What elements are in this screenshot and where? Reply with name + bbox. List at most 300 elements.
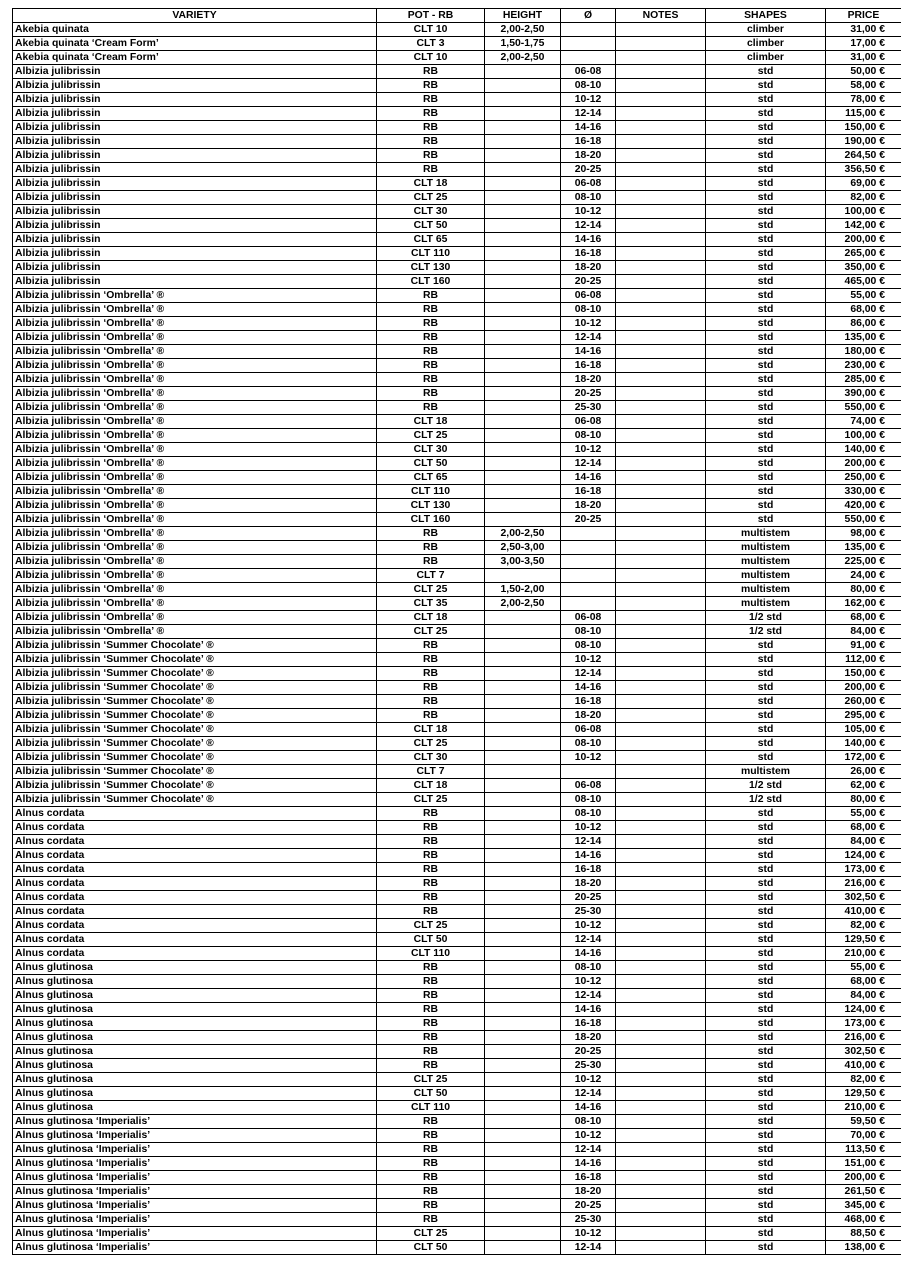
cell-notes <box>616 1171 706 1185</box>
table-row <box>13 793 901 807</box>
cell-diameter: 16-18 <box>561 1171 616 1185</box>
cell-diameter <box>561 569 616 583</box>
cell-variety: Albizia julibrissin ‘Ombrella’ ® <box>13 303 377 317</box>
cell-price: 124,00 € <box>826 849 901 863</box>
cell-notes <box>616 919 706 933</box>
cell-diameter: 08-10 <box>561 793 616 807</box>
cell-variety: Alnus cordata <box>13 877 377 891</box>
cell-variety: Albizia julibrissin <box>13 233 377 247</box>
cell-diameter: 25-30 <box>561 1059 616 1073</box>
cell-height <box>485 303 561 317</box>
cell-price: 345,00 € <box>826 1199 901 1213</box>
cell-diameter: 06-08 <box>561 177 616 191</box>
cell-pot: CLT 10 <box>377 51 485 65</box>
cell-shapes: std <box>706 947 826 961</box>
cell-height <box>485 625 561 639</box>
cell-notes <box>616 1017 706 1031</box>
table-row <box>13 625 901 639</box>
cell-pot: CLT 160 <box>377 513 485 527</box>
cell-diameter: 10-12 <box>561 205 616 219</box>
cell-shapes: std <box>706 317 826 331</box>
cell-variety: Alnus glutinosa <box>13 1073 377 1087</box>
cell-height <box>485 1087 561 1101</box>
cell-variety: Alnus glutinosa <box>13 1045 377 1059</box>
cell-notes <box>616 163 706 177</box>
cell-variety: Alnus glutinosa ‘Imperialis’ <box>13 1185 377 1199</box>
cell-pot: RB <box>377 163 485 177</box>
table-row <box>13 1227 901 1241</box>
cell-height <box>485 1101 561 1115</box>
cell-diameter <box>561 541 616 555</box>
cell-shapes: std <box>706 275 826 289</box>
cell-notes <box>616 765 706 779</box>
cell-variety: Albizia julibrissin <box>13 163 377 177</box>
cell-price: 105,00 € <box>826 723 901 737</box>
cell-shapes: std <box>706 1199 826 1213</box>
cell-notes <box>616 863 706 877</box>
cell-pot: CLT 65 <box>377 233 485 247</box>
table-row <box>13 373 901 387</box>
cell-variety: Alnus glutinosa ‘Imperialis’ <box>13 1129 377 1143</box>
cell-notes <box>616 135 706 149</box>
cell-shapes: std <box>706 359 826 373</box>
cell-notes <box>616 709 706 723</box>
table-row <box>13 891 901 905</box>
cell-variety: Albizia julibrissin ‘Ombrella’ ® <box>13 555 377 569</box>
cell-height <box>485 653 561 667</box>
cell-height <box>485 261 561 275</box>
cell-price: 420,00 € <box>826 499 901 513</box>
cell-shapes: multistem <box>706 583 826 597</box>
cell-diameter <box>561 23 616 37</box>
cell-notes <box>616 79 706 93</box>
cell-price: 210,00 € <box>826 947 901 961</box>
cell-variety: Albizia julibrissin <box>13 135 377 149</box>
table-row <box>13 331 901 345</box>
cell-variety: Alnus glutinosa ‘Imperialis’ <box>13 1227 377 1241</box>
cell-shapes: 1/2 std <box>706 625 826 639</box>
cell-shapes: std <box>706 79 826 93</box>
cell-pot: RB <box>377 1171 485 1185</box>
cell-variety: Albizia julibrissin ‘Ombrella’ ® <box>13 317 377 331</box>
cell-height <box>485 891 561 905</box>
cell-diameter: 08-10 <box>561 639 616 653</box>
cell-shapes: std <box>706 415 826 429</box>
cell-height <box>485 513 561 527</box>
cell-notes <box>616 415 706 429</box>
cell-shapes: std <box>706 1045 826 1059</box>
price-list-table <box>12 8 901 1255</box>
cell-notes <box>616 219 706 233</box>
table-row <box>13 611 901 625</box>
cell-price: 62,00 € <box>826 779 901 793</box>
cell-variety: Albizia julibrissin <box>13 79 377 93</box>
table-row <box>13 1045 901 1059</box>
cell-price: 31,00 € <box>826 51 901 65</box>
cell-pot: CLT 18 <box>377 779 485 793</box>
cell-notes <box>616 499 706 513</box>
cell-shapes: climber <box>706 51 826 65</box>
cell-price: 124,00 € <box>826 1003 901 1017</box>
table-row <box>13 177 901 191</box>
cell-diameter: 06-08 <box>561 611 616 625</box>
cell-diameter: 10-12 <box>561 1227 616 1241</box>
cell-notes <box>616 569 706 583</box>
table-row <box>13 429 901 443</box>
table-row <box>13 275 901 289</box>
header-row <box>13 9 901 23</box>
cell-notes <box>616 961 706 975</box>
table-row <box>13 1115 901 1129</box>
cell-notes <box>616 345 706 359</box>
cell-height <box>485 359 561 373</box>
cell-shapes: std <box>706 751 826 765</box>
cell-price: 113,50 € <box>826 1143 901 1157</box>
cell-variety: Albizia julibrissin ‘Ombrella’ ® <box>13 527 377 541</box>
cell-variety: Albizia julibrissin ‘Ombrella’ ® <box>13 485 377 499</box>
cell-variety: Alnus glutinosa <box>13 1059 377 1073</box>
cell-variety: Alnus glutinosa <box>13 1031 377 1045</box>
cell-variety: Albizia julibrissin ‘Ombrella’ ® <box>13 625 377 639</box>
cell-price: 151,00 € <box>826 1157 901 1171</box>
cell-diameter: 18-20 <box>561 877 616 891</box>
cell-shapes: std <box>706 1227 826 1241</box>
cell-pot: RB <box>377 849 485 863</box>
table-row <box>13 443 901 457</box>
table-row <box>13 1241 901 1255</box>
table-row <box>13 849 901 863</box>
cell-diameter: 20-25 <box>561 275 616 289</box>
table-row <box>13 807 901 821</box>
cell-notes <box>616 975 706 989</box>
cell-variety: Alnus cordata <box>13 919 377 933</box>
cell-price: 550,00 € <box>826 513 901 527</box>
cell-notes <box>616 891 706 905</box>
cell-notes <box>616 429 706 443</box>
cell-notes <box>616 93 706 107</box>
table-row <box>13 835 901 849</box>
cell-pot: CLT 130 <box>377 499 485 513</box>
cell-notes <box>616 401 706 415</box>
table-row <box>13 485 901 499</box>
cell-pot: RB <box>377 891 485 905</box>
cell-variety: Alnus cordata <box>13 863 377 877</box>
table-row <box>13 569 901 583</box>
cell-height <box>485 429 561 443</box>
cell-price: 68,00 € <box>826 611 901 625</box>
cell-notes <box>616 625 706 639</box>
cell-diameter: 12-14 <box>561 667 616 681</box>
cell-diameter <box>561 765 616 779</box>
cell-shapes: std <box>706 485 826 499</box>
cell-pot: CLT 160 <box>377 275 485 289</box>
cell-pot: RB <box>377 1199 485 1213</box>
cell-height <box>485 65 561 79</box>
cell-shapes: multistem <box>706 527 826 541</box>
cell-diameter: 25-30 <box>561 401 616 415</box>
cell-notes <box>616 1143 706 1157</box>
cell-notes <box>616 905 706 919</box>
header-variety: VARIETY <box>13 9 377 23</box>
cell-shapes: std <box>706 1073 826 1087</box>
cell-diameter: 20-25 <box>561 891 616 905</box>
cell-diameter: 25-30 <box>561 905 616 919</box>
table-row <box>13 135 901 149</box>
cell-height <box>485 1213 561 1227</box>
table-row <box>13 247 901 261</box>
cell-variety: Albizia julibrissin ‘Ombrella’ ® <box>13 443 377 457</box>
cell-pot: RB <box>377 1017 485 1031</box>
cell-diameter: 16-18 <box>561 863 616 877</box>
cell-shapes: std <box>706 457 826 471</box>
cell-pot: RB <box>377 863 485 877</box>
cell-price: 200,00 € <box>826 233 901 247</box>
cell-variety: Alnus glutinosa ‘Imperialis’ <box>13 1199 377 1213</box>
table-row <box>13 947 901 961</box>
cell-notes <box>616 541 706 555</box>
header-shapes: SHAPES <box>706 9 826 23</box>
cell-price: 135,00 € <box>826 331 901 345</box>
cell-height <box>485 1073 561 1087</box>
cell-shapes: std <box>706 1171 826 1185</box>
table-row <box>13 1073 901 1087</box>
cell-notes <box>616 1213 706 1227</box>
cell-variety: Albizia julibrissin <box>13 191 377 205</box>
cell-shapes: std <box>706 1185 826 1199</box>
cell-height <box>485 933 561 947</box>
cell-shapes: std <box>706 303 826 317</box>
cell-height <box>485 905 561 919</box>
cell-height <box>485 989 561 1003</box>
cell-shapes: std <box>706 471 826 485</box>
cell-pot: CLT 50 <box>377 219 485 233</box>
cell-height <box>485 695 561 709</box>
cell-height <box>485 191 561 205</box>
cell-price: 216,00 € <box>826 877 901 891</box>
cell-price: 261,50 € <box>826 1185 901 1199</box>
cell-height <box>485 1045 561 1059</box>
table-row <box>13 303 901 317</box>
cell-variety: Albizia julibrissin <box>13 247 377 261</box>
table-row <box>13 709 901 723</box>
cell-diameter: 08-10 <box>561 191 616 205</box>
cell-price: 200,00 € <box>826 681 901 695</box>
cell-notes <box>616 849 706 863</box>
table-row <box>13 751 901 765</box>
table-row <box>13 1185 901 1199</box>
cell-pot: RB <box>377 1003 485 1017</box>
cell-pot: RB <box>377 1059 485 1073</box>
table-row <box>13 191 901 205</box>
cell-shapes: multistem <box>706 541 826 555</box>
table-row <box>13 779 901 793</box>
header-height: HEIGHT <box>485 9 561 23</box>
cell-notes <box>616 555 706 569</box>
table-row <box>13 555 901 569</box>
cell-variety: Alnus glutinosa ‘Imperialis’ <box>13 1241 377 1255</box>
cell-shapes: std <box>706 1003 826 1017</box>
cell-diameter <box>561 51 616 65</box>
table-row <box>13 989 901 1003</box>
cell-notes <box>616 1115 706 1129</box>
cell-pot: RB <box>377 709 485 723</box>
cell-price: 80,00 € <box>826 583 901 597</box>
cell-pot: RB <box>377 527 485 541</box>
cell-notes <box>616 373 706 387</box>
table-row <box>13 821 901 835</box>
cell-variety: Alnus cordata <box>13 891 377 905</box>
cell-price: 31,00 € <box>826 23 901 37</box>
cell-notes <box>616 1227 706 1241</box>
cell-variety: Akebia quinata <box>13 23 377 37</box>
cell-variety: Alnus glutinosa ‘Imperialis’ <box>13 1157 377 1171</box>
cell-shapes: multistem <box>706 555 826 569</box>
cell-pot: CLT 50 <box>377 457 485 471</box>
cell-shapes: std <box>706 709 826 723</box>
cell-pot: RB <box>377 107 485 121</box>
table-row <box>13 37 901 51</box>
cell-price: 129,50 € <box>826 1087 901 1101</box>
cell-variety: Albizia julibrissin ‘Summer Chocolate’ ® <box>13 639 377 653</box>
table-row <box>13 583 901 597</box>
cell-height <box>485 499 561 513</box>
cell-height <box>485 947 561 961</box>
cell-price: 112,00 € <box>826 653 901 667</box>
cell-price: 84,00 € <box>826 835 901 849</box>
cell-diameter <box>561 583 616 597</box>
cell-price: 410,00 € <box>826 1059 901 1073</box>
cell-notes <box>616 471 706 485</box>
cell-diameter: 12-14 <box>561 457 616 471</box>
cell-variety: Alnus glutinosa ‘Imperialis’ <box>13 1171 377 1185</box>
cell-pot: RB <box>377 1045 485 1059</box>
cell-height <box>485 219 561 233</box>
cell-notes <box>616 695 706 709</box>
cell-height <box>485 611 561 625</box>
cell-height <box>485 1241 561 1255</box>
cell-height <box>485 1017 561 1031</box>
table-row <box>13 667 901 681</box>
cell-shapes: std <box>706 513 826 527</box>
table-row <box>13 1199 901 1213</box>
table-row <box>13 723 901 737</box>
cell-notes <box>616 1073 706 1087</box>
cell-price: 135,00 € <box>826 541 901 555</box>
cell-shapes: std <box>706 289 826 303</box>
table-row <box>13 51 901 65</box>
cell-variety: Alnus glutinosa <box>13 1101 377 1115</box>
cell-price: 138,00 € <box>826 1241 901 1255</box>
cell-height <box>485 849 561 863</box>
cell-pot: RB <box>377 541 485 555</box>
cell-notes <box>616 1059 706 1073</box>
cell-diameter: 08-10 <box>561 961 616 975</box>
cell-pot: CLT 25 <box>377 737 485 751</box>
cell-height <box>485 107 561 121</box>
cell-pot: RB <box>377 681 485 695</box>
cell-diameter: 08-10 <box>561 737 616 751</box>
cell-diameter: 14-16 <box>561 1003 616 1017</box>
cell-price: 129,50 € <box>826 933 901 947</box>
cell-variety: Alnus glutinosa <box>13 1017 377 1031</box>
cell-shapes: std <box>706 191 826 205</box>
cell-variety: Albizia julibrissin <box>13 205 377 219</box>
cell-diameter: 10-12 <box>561 975 616 989</box>
cell-shapes: std <box>706 807 826 821</box>
cell-variety: Albizia julibrissin ‘Summer Chocolate’ ® <box>13 681 377 695</box>
cell-variety: Albizia julibrissin ‘Ombrella’ ® <box>13 387 377 401</box>
cell-diameter: 12-14 <box>561 107 616 121</box>
cell-height <box>485 1227 561 1241</box>
cell-notes <box>616 947 706 961</box>
cell-pot: CLT 65 <box>377 471 485 485</box>
cell-height <box>485 471 561 485</box>
cell-height <box>485 1171 561 1185</box>
cell-pot: RB <box>377 555 485 569</box>
cell-diameter: 14-16 <box>561 233 616 247</box>
cell-height <box>485 275 561 289</box>
cell-height <box>485 1003 561 1017</box>
cell-pot: RB <box>377 961 485 975</box>
cell-shapes: std <box>706 989 826 1003</box>
cell-notes <box>616 737 706 751</box>
cell-height <box>485 807 561 821</box>
cell-height <box>485 681 561 695</box>
cell-variety: Albizia julibrissin ‘Ombrella’ ® <box>13 345 377 359</box>
cell-variety: Alnus cordata <box>13 905 377 919</box>
cell-variety: Albizia julibrissin ‘Summer Chocolate’ ® <box>13 737 377 751</box>
cell-notes <box>616 23 706 37</box>
cell-pot: RB <box>377 639 485 653</box>
cell-price: 55,00 € <box>826 289 901 303</box>
table-row <box>13 1213 901 1227</box>
cell-variety: Alnus cordata <box>13 947 377 961</box>
cell-pot: CLT 25 <box>377 583 485 597</box>
cell-pot: CLT 25 <box>377 919 485 933</box>
cell-shapes: std <box>706 177 826 191</box>
cell-height <box>485 709 561 723</box>
table-row <box>13 121 901 135</box>
cell-notes <box>616 37 706 51</box>
cell-height <box>485 135 561 149</box>
cell-shapes: std <box>706 219 826 233</box>
table-row <box>13 653 901 667</box>
header-notes: NOTES <box>616 9 706 23</box>
cell-variety: Albizia julibrissin ‘Summer Chocolate’ ® <box>13 793 377 807</box>
table-row <box>13 1157 901 1171</box>
cell-notes <box>616 989 706 1003</box>
cell-price: 100,00 € <box>826 429 901 443</box>
cell-pot: CLT 110 <box>377 947 485 961</box>
cell-diameter: 12-14 <box>561 1087 616 1101</box>
cell-shapes: std <box>706 849 826 863</box>
cell-height <box>485 821 561 835</box>
cell-notes <box>616 275 706 289</box>
cell-diameter: 16-18 <box>561 695 616 709</box>
cell-variety: Albizia julibrissin ‘Ombrella’ ® <box>13 611 377 625</box>
cell-notes <box>616 513 706 527</box>
cell-pot: CLT 50 <box>377 1241 485 1255</box>
table-row <box>13 513 901 527</box>
cell-height <box>485 177 561 191</box>
cell-price: 356,50 € <box>826 163 901 177</box>
cell-variety: Albizia julibrissin ‘Ombrella’ ® <box>13 331 377 345</box>
cell-height <box>485 233 561 247</box>
cell-height: 1,50-2,00 <box>485 583 561 597</box>
cell-price: 410,00 € <box>826 905 901 919</box>
cell-notes <box>616 653 706 667</box>
cell-price: 150,00 € <box>826 121 901 135</box>
